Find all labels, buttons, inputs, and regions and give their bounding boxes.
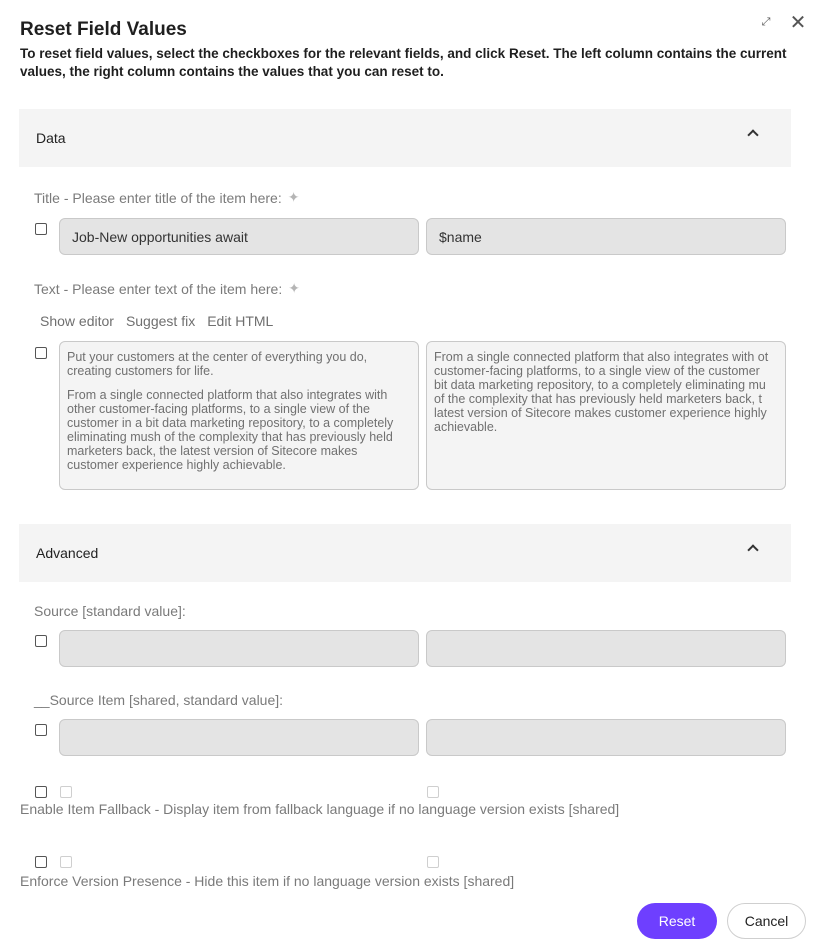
expand-icon[interactable]: ⤢ — [761, 15, 771, 28]
text-reset-line: From a single connected platform that also integrates with ot — [434, 350, 769, 364]
enable-fallback-label: Enable Item Fallback - Display item from fallback language if no language version exists [shared] — [20, 801, 620, 817]
chevron-up-icon — [747, 129, 758, 140]
source-label-text: Source [standard value]: — [34, 603, 186, 619]
title-checkbox[interactable] — [35, 223, 47, 235]
sparkle-icon[interactable]: ✦ — [288, 280, 300, 296]
field-label-source-item — [34, 692, 283, 708]
title-current-value: Job-New opportunities await — [59, 218, 419, 255]
sparkle-icon[interactable]: ✦ — [287, 189, 300, 205]
text-reset-line: latest version of Sitecore makes customer experience highly — [434, 406, 767, 420]
enable-fallback-reset-checkbox — [427, 786, 439, 798]
text-reset-line: of the complexity that has previously held marketers back, t — [434, 392, 762, 406]
editor-links — [40, 313, 273, 329]
reset-button[interactable]: Reset — [637, 903, 717, 939]
source-item-reset-value — [426, 719, 786, 756]
source-current-value — [59, 630, 419, 667]
enforce-version-current-checkbox — [60, 856, 72, 868]
cancel-button[interactable]: Cancel — [727, 903, 806, 939]
enforce-version-label: Enforce Version Presence - Hide this item if no language version exists [shared] — [20, 873, 515, 889]
source-item-label-text: __Source Item [shared, standard value]: — [34, 692, 284, 708]
enforce-version-reset-checkbox — [427, 856, 439, 868]
text-reset-line: customer-facing platforms, to a single view of the customer — [434, 364, 760, 378]
chevron-up-icon — [747, 544, 758, 555]
source-checkbox[interactable] — [35, 635, 47, 647]
text-reset-line: achievable. — [434, 420, 498, 434]
section-advanced-header[interactable] — [19, 524, 791, 582]
title-reset-value: $name — [426, 218, 786, 255]
section-data-label: Data — [36, 130, 66, 146]
field-label-title — [34, 189, 299, 206]
text-current-paragraph: From a single connected platform that also integrates with other customer-facing platforms, to a single view of the customer in a bit data marketing repository, to a completely eliminating mush of the complexity that has previously held marketers back, the latest version of Sitecore makes customer experience highly achievable. — [67, 388, 394, 472]
enable-fallback-current-checkbox — [60, 786, 72, 798]
field-label-source — [34, 603, 186, 619]
text-reset-value — [426, 341, 786, 490]
enforce-version-checkbox[interactable] — [35, 856, 47, 868]
edit-html-link[interactable]: Edit HTML — [207, 313, 274, 329]
dialog-title: Reset Field Values — [20, 19, 187, 40]
title-label-text: Title - Please enter title of the item here: — [34, 189, 282, 206]
source-item-checkbox[interactable] — [35, 724, 47, 736]
source-item-current-value — [59, 719, 419, 756]
close-icon[interactable]: ✕ — [789, 11, 807, 34]
text-current-paragraph: Put your customers at the center of everything you do, creating customers for life. — [67, 350, 368, 378]
field-label-text — [34, 280, 300, 297]
enable-fallback-checkbox[interactable] — [35, 786, 47, 798]
dialog-description: To reset field values, select the checkboxes for the relevant fields, and click Reset. The left column contains the current values, the right column contains the values that you can reset to. — [20, 46, 787, 79]
section-advanced-label: Advanced — [36, 545, 99, 561]
text-checkbox[interactable] — [35, 347, 47, 359]
suggest-fix-link[interactable]: Suggest fix — [125, 313, 196, 329]
show-editor-link[interactable]: Show editor — [40, 313, 114, 329]
text-reset-line: bit data marketing repository, to a completely eliminating mu — [434, 378, 766, 392]
source-reset-value — [426, 630, 786, 667]
section-data-header[interactable] — [19, 109, 791, 167]
text-current-value — [59, 341, 419, 490]
text-label-text: Text - Please enter text of the item here: — [34, 280, 283, 297]
